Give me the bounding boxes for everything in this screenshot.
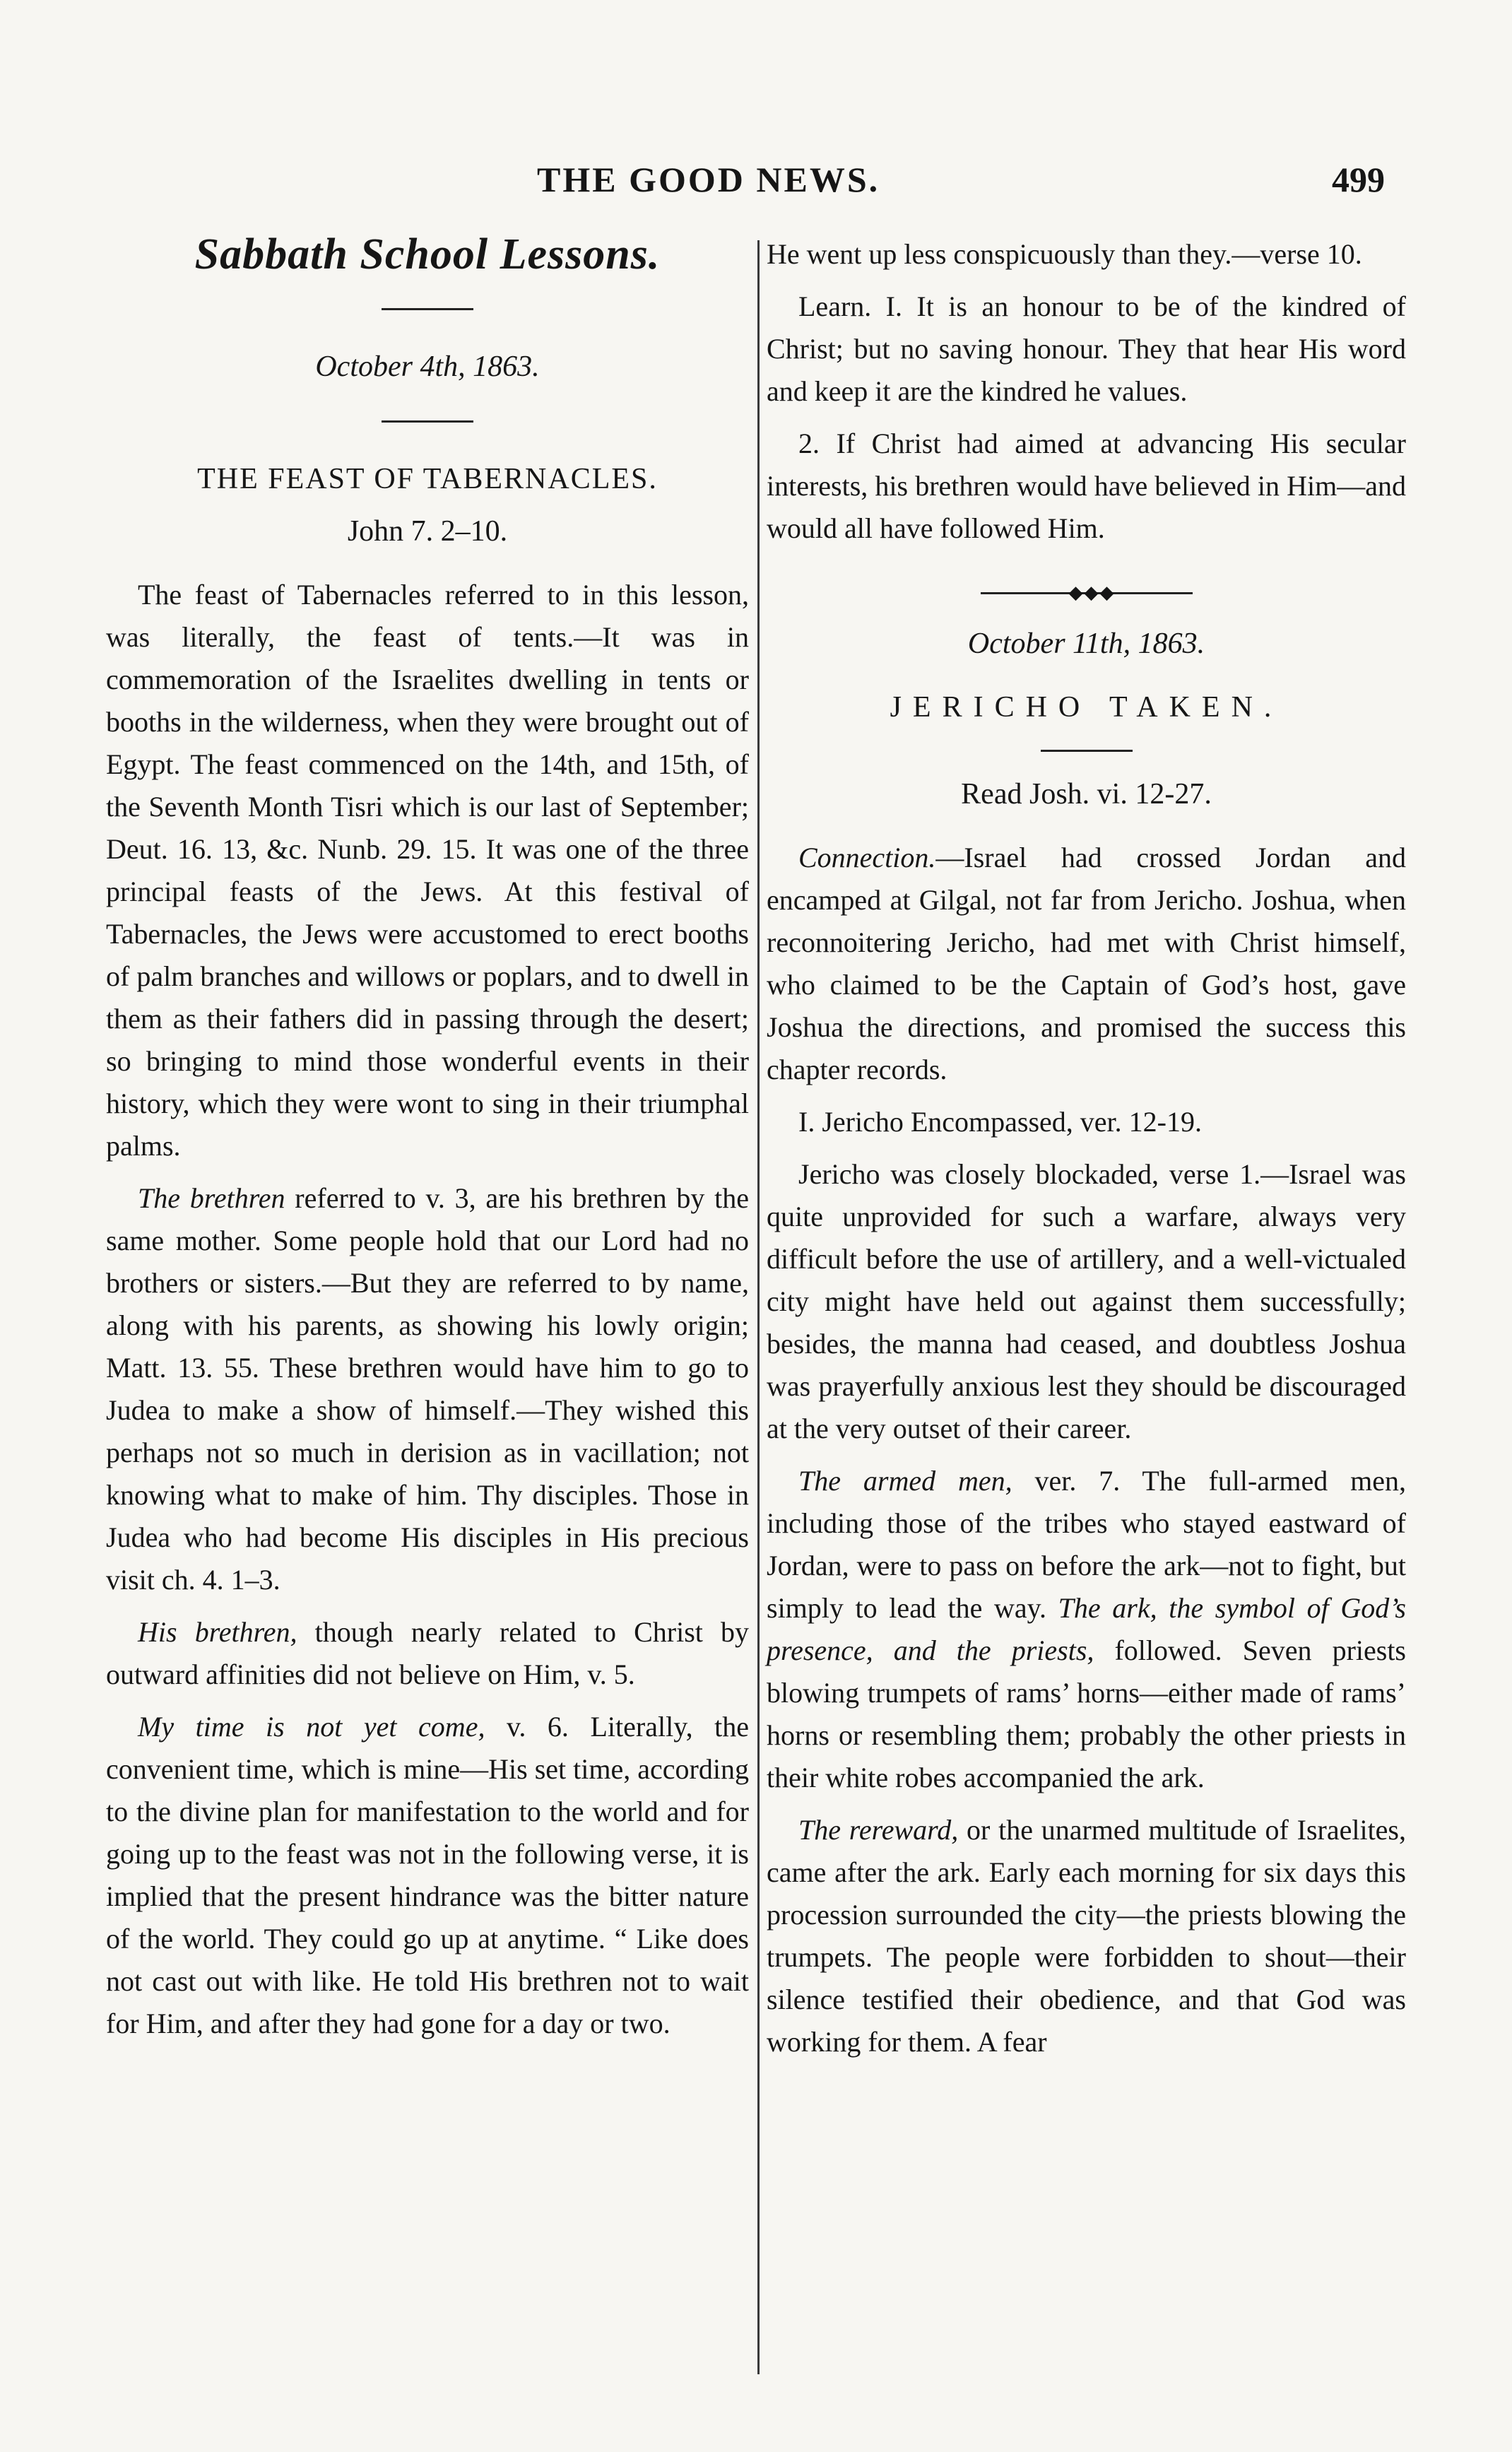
lesson-heading-2: JERICHO TAKEN. [890, 691, 1283, 724]
paragraph: I. Jericho Encompassed, ver. 12-19. [798, 1106, 1202, 1138]
section-title: Sabbath School Lessons. [194, 230, 661, 278]
paragraph-text: v. 6. Literally, the convenient time, which is mine—His set time, according to the divine plan for manifestation to the world and for going up to the feast was not in the following verse, it is implied that the present hindrance was the bitter nature of the world. They could go up at anytime. “ Like does not cast out with like. He told His brethren not to wait for Him, and after they had gone for a day or two. [106, 1711, 749, 2039]
paragraph: He went up less conspicuously than they.—verse 10. [767, 238, 1362, 270]
left-column [106, 230, 749, 2055]
italic-lead: Connection. [798, 842, 936, 873]
paragraph [767, 837, 1406, 1091]
italic-lead: The rereward, [798, 1814, 959, 1846]
heading-rule [1041, 750, 1133, 752]
page-header [0, 159, 1512, 208]
right-column [767, 233, 1406, 2073]
paragraph [106, 1177, 749, 1601]
italic-lead: His brethren, [138, 1616, 297, 1648]
running-title: THE GOOD NEWS. [537, 160, 880, 199]
page-number: 499 [1332, 160, 1385, 199]
scripture-reference-1: John 7. 2–10. [347, 515, 508, 548]
date-rule [382, 420, 473, 423]
paragraph: Learn. I. It is an honour to be of the kindred of Christ; but no saving honour. They that hear His word and keep it are the kindred he values. [767, 290, 1406, 407]
paragraph-text: ver. 7. The full-armed men, including those of the tribes who stayed eastward of Jordan, were to pass on before the ark—not to fight, but simply to lead the way. [767, 1465, 1406, 1624]
title-rule [382, 308, 473, 310]
italic-lead: The armed men, [798, 1465, 1012, 1497]
lesson-heading-1: THE FEAST OF TABERNACLES. [197, 463, 658, 495]
ornament-glyph: ◆◆◆ [1068, 582, 1116, 603]
ornamental-rule [981, 582, 1193, 603]
paragraph [767, 1809, 1406, 2063]
scripture-reference-2: Read Josh. vi. 12-27. [961, 778, 1212, 811]
paragraph: 2. If Christ had aimed at advancing His secular interests, his brethren would have believed in Him—and would all have followed Him. [767, 428, 1406, 544]
paragraph-text: followed. Seven priests blowing trumpets of rams’ horns—either made of rams’ horns or resembling them; probably the other priests in their white robes accompanied the ark. [767, 1634, 1406, 1793]
italic-lead: My time is not yet come, [138, 1711, 485, 1743]
paragraph [767, 1460, 1406, 1799]
lesson-date-2: October 11th, 1863. [967, 627, 1205, 660]
paragraph: The feast of Tabernacles referred to in this lesson, was literally, the feast of tents.—It was in commemoration of the Israelites dwelling in tents or booths in the wilderness, when they were brought out of Egypt. The feast commenced on the 14th, and 15th, of the Seventh Month Tisri which is our last of September; Deut. 16. 13, &c. Nunb. 29. 15. It was one of the three principal feasts of the Jews. At this festival of Tabernacles, the Jews were accustomed to erect booths of palm branches and willows or poplars, and to dwell in them as their fathers did in passing through the desert; so bringing to mind those wonderful events in their history, which they were wont to sing in their triumphal palms. [106, 579, 749, 1162]
italic-lead: The brethren [138, 1182, 285, 1214]
paragraph: Jericho was closely blockaded, verse 1.—Israel was quite unprovided for such a warfare, always very difficult before the use of artillery, and a well-victualed city might have held out against them successfully; besides, the manna had ceased, and doubtless Joshua was prayerfully anxious lest they should be discouraged at the very outset of their career. [767, 1158, 1406, 1444]
paragraph-text: or the unarmed multitude of Israelites, came after the ark. Early each morning for six days this procession surrounded the city—the priests blowing the trumpets. The people were forbidden to shout—their silence testified their obedience, and that God was working for them. A fear [767, 1814, 1406, 2058]
paragraph-text: —Israel had crossed Jordan and encamped at Gilgal, not far from Jericho. Joshua, when reconnoitering Jericho, had met with Christ himself, who claimed to be the Captain of God’s host, gave Joshua the directions, and promised the success this chapter records. [767, 842, 1406, 1085]
lesson-date-1: October 4th, 1863. [315, 350, 540, 383]
paragraph-text: though nearly related to Christ by outward affinities did not believe on Him, v. 5. [106, 1616, 749, 1690]
paragraph [106, 1611, 749, 1696]
italic-phrase: The ark, the symbol of God’s presence, and the priests, [767, 1592, 1406, 1666]
column-divider [757, 240, 760, 2374]
paragraph-text: referred to v. 3, are his brethren by the same mother. Some people hold that our Lord had no brothers or sisters.—But they are referred to by name, along with his parents, as showing his lowly origin; Matt. 13. 55. These brethren would have him to go to Judea to make a show of himself.—They wished this perhaps not so much in derision as in vacillation; not knowing what to make of him. Thy disciples. Those in Judea who had become His disciples in His precious visit ch. 4. 1–3. [106, 1182, 749, 1596]
paragraph [106, 1706, 749, 2045]
